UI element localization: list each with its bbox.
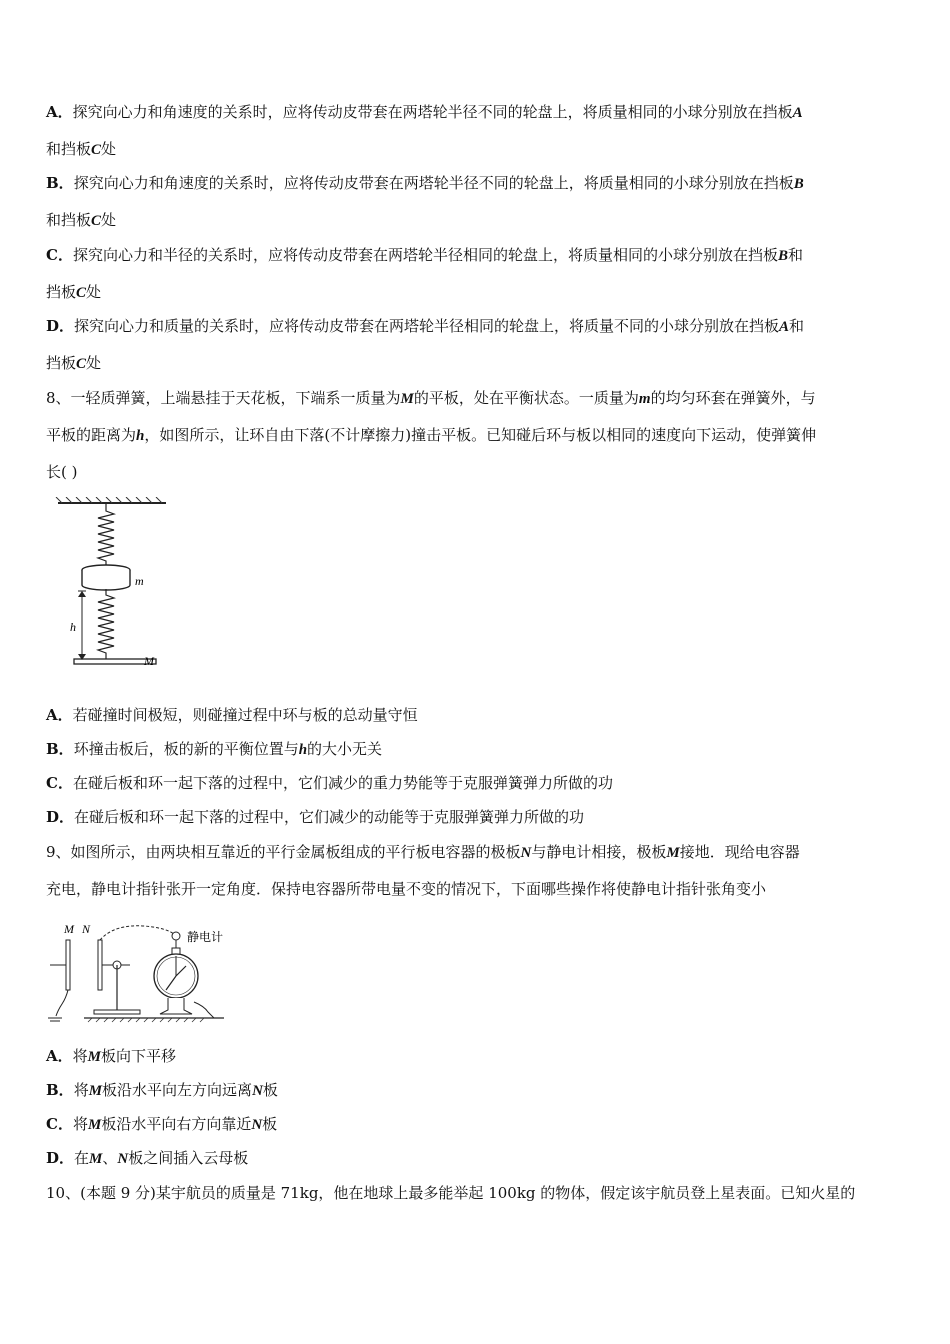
stem-text: 的均匀环套在弹簧外，与: [650, 389, 816, 407]
option-text: 板向下平移: [101, 1047, 177, 1065]
option-text: 若碰撞时间极短，则碰撞过程中环与板的总动量守恒: [72, 706, 418, 724]
option-label: C．: [46, 246, 73, 264]
option-text: 和挡板: [46, 140, 92, 158]
q9-option-d: [46, 1148, 248, 1169]
option-label: C．: [46, 1115, 73, 1133]
label-m: m: [135, 574, 144, 588]
var-m-upper: M: [400, 391, 414, 407]
q8-stem-line3: [46, 462, 77, 482]
stem-text: ，如图所示，让环自由下落(不计摩擦力)撞击平板。已知碰后环与板以相同的速度向下运动，使弹簧伸: [144, 426, 817, 444]
q7-option-d-line1: [46, 316, 804, 337]
var-n: N: [252, 1083, 263, 1099]
q9-stem-line1: [46, 842, 800, 863]
option-text: 在: [74, 1149, 90, 1167]
option-label: D．: [46, 808, 75, 826]
stem-text: 平板的距离为: [46, 426, 137, 444]
spring-diagram: [44, 497, 174, 675]
stem-text: 8、一轻质弹簧，上端悬挂于天花板，下端系一质量为: [46, 389, 401, 407]
var-n: N: [520, 845, 532, 861]
option-text: 在碰后板和环一起下落的过程中，它们减少的重力势能等于克服弹簧弹力所做的功: [72, 774, 613, 792]
option-text: 板沿水平向右方向靠近: [101, 1115, 252, 1133]
stem-text: 与静电计相接，极板: [531, 843, 667, 861]
q7-option-b-line1: [46, 173, 804, 194]
q9-option-c: [46, 1114, 277, 1135]
option-label: B．: [46, 740, 74, 758]
option-text: 和: [789, 317, 805, 335]
option-text: 、: [102, 1149, 118, 1167]
label-M: M: [144, 654, 154, 668]
q8-option-d: [46, 807, 584, 827]
q9-stem-line2: [46, 879, 766, 899]
q10-stem-line1: [46, 1183, 855, 1203]
var-h: h: [136, 428, 145, 444]
option-text: 探究向心力和质量的关系时，应将传动皮带套在两塔轮半径相同的轮盘上，将质量不同的小球分别放在挡板: [74, 317, 780, 335]
option-text: 处: [86, 354, 102, 372]
label-h: h: [70, 620, 76, 634]
q7-option-a-line2: [46, 139, 116, 160]
q9-option-b: [46, 1080, 278, 1101]
option-text: 板沿水平向左方向远离: [102, 1081, 253, 1099]
option-label: B．: [46, 1081, 74, 1099]
option-label: A．: [46, 103, 73, 121]
option-text: 的大小无关: [307, 740, 383, 758]
stem-text: 9、如图所示，由两块相互靠近的平行金属板组成的平行板电容器的极板: [46, 843, 521, 861]
option-text: 和: [787, 246, 803, 264]
var-a: A: [792, 105, 803, 121]
option-text: 板之间插入云母板: [128, 1149, 249, 1167]
q7-option-a-line1: [46, 102, 803, 123]
q7-option-c-line2: [46, 282, 101, 303]
q7-option-c-line1: [46, 245, 803, 266]
option-text: 将: [73, 1081, 89, 1099]
option-text: 环撞击板后，板的新的平衡位置与: [73, 740, 299, 758]
stem-text: 充电，静电计指针张开一定角度．保持电容器所带电量不变的情况下，下面哪些操作将使静电计指针张角变小: [46, 880, 767, 898]
option-label: B．: [46, 174, 74, 192]
var-a: A: [779, 319, 790, 335]
q7-option-d-line2: [46, 353, 101, 374]
stem-text: 接地．现给电容器: [679, 843, 800, 861]
q8-stem-line2: [46, 425, 816, 446]
q8-option-b: [46, 739, 382, 760]
var-c: C: [91, 142, 102, 158]
capacitor-diagram: [44, 918, 234, 1026]
var-b: B: [793, 176, 804, 192]
stem-text: 的平板，处在平衡状态。一质量为: [413, 389, 639, 407]
var-b: B: [777, 248, 788, 264]
stem-text: 10、(本题 9 分)某宇航员的质量是 71kg，他在地球上最多能举起 100kg 的物体，假定该宇航员登上星表面。已知火星的: [46, 1184, 856, 1202]
option-label: A．: [46, 1047, 73, 1065]
option-text: 探究向心力和角速度的关系时，应将传动皮带套在两塔轮半径不同的轮盘上，将质量相同的小球分别放在挡板: [72, 103, 793, 121]
var-m-lower: m: [638, 391, 651, 407]
option-text: 和挡板: [46, 211, 92, 229]
var-c: C: [91, 213, 102, 229]
var-m: M: [87, 1049, 101, 1065]
option-text: 挡板: [46, 354, 77, 372]
var-c: C: [76, 285, 87, 301]
option-text: 探究向心力和角速度的关系时，应将传动皮带套在两塔轮半径不同的轮盘上，将质量相同的小球分别放在挡板: [73, 174, 794, 192]
var-c: C: [76, 356, 87, 372]
spring-ring-figure: [44, 497, 174, 675]
stem-text: 长( ): [46, 463, 78, 481]
label-electrometer: 静电计: [187, 930, 224, 944]
q7-option-b-line2: [46, 210, 116, 231]
option-label: C．: [46, 774, 73, 792]
option-text: 探究向心力和半径的关系时，应将传动皮带套在两塔轮半径相同的轮盘上，将质量相同的小球分别放在挡板: [72, 246, 778, 264]
option-text: 处: [101, 140, 117, 158]
option-text: 板: [262, 1081, 278, 1099]
var-h: h: [298, 742, 308, 758]
option-text: 在碰后板和环一起下落的过程中，它们减少的动能等于克服弹簧弹力所做的功: [74, 808, 585, 826]
option-text: 处: [101, 211, 117, 229]
option-text: 挡板: [46, 283, 77, 301]
q8-option-c: [46, 773, 613, 793]
capacitor-electrometer-figure: [44, 918, 234, 1026]
option-text: 板: [262, 1115, 278, 1133]
var-m: M: [87, 1117, 102, 1133]
option-text: 将: [72, 1047, 88, 1065]
q8-stem-line1: [46, 388, 816, 409]
option-text: 处: [86, 283, 102, 301]
var-m: M: [89, 1151, 103, 1167]
q9-option-a: [46, 1046, 176, 1067]
var-m: M: [88, 1083, 103, 1099]
var-n: N: [117, 1151, 129, 1167]
q8-option-a: [46, 705, 418, 725]
option-text: 将: [72, 1115, 88, 1133]
label-N: N: [82, 922, 91, 936]
var-n: N: [251, 1117, 263, 1133]
label-M: M: [64, 922, 74, 936]
var-m: M: [666, 845, 680, 861]
option-label: A．: [46, 706, 73, 724]
option-label: D．: [46, 1149, 75, 1167]
option-label: D．: [46, 317, 75, 335]
